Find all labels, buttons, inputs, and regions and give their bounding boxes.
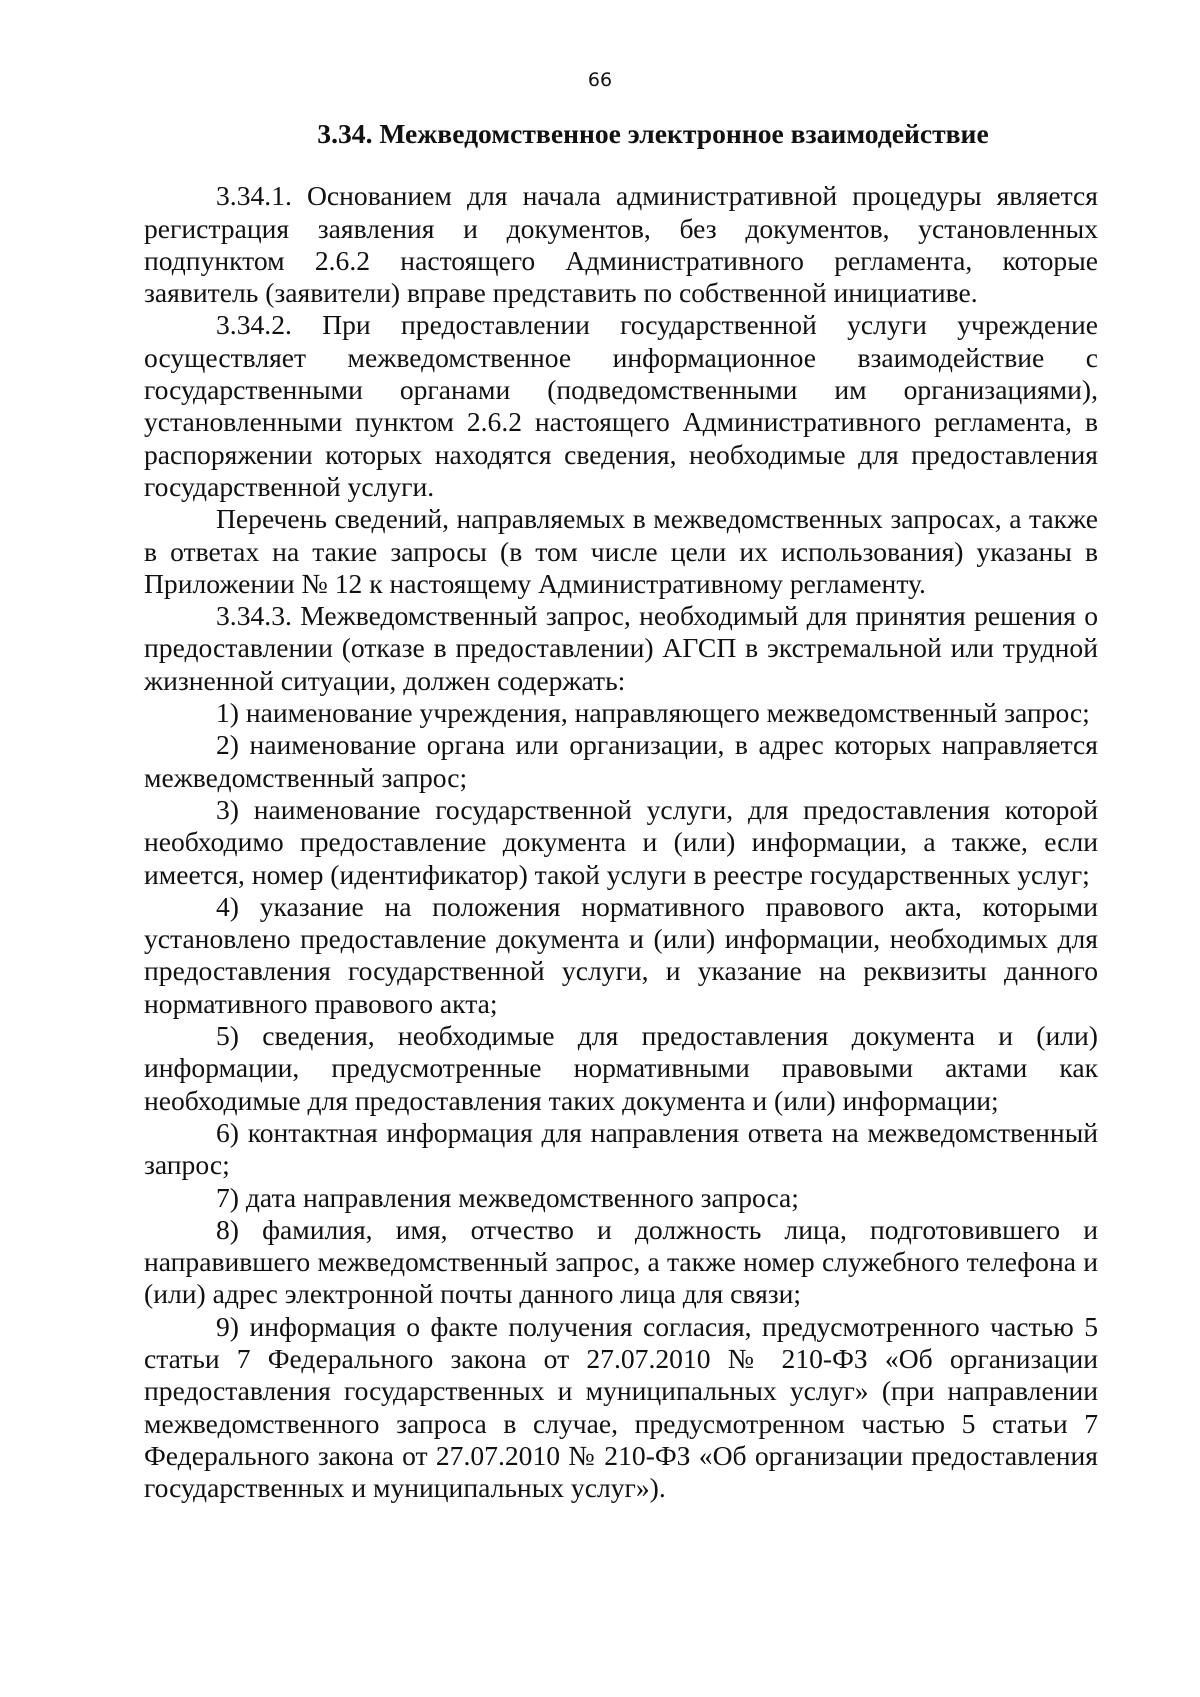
list-item-7: 7) дата направления межведомственного запроса; [216, 1181, 799, 1213]
document-body [144, 118, 1098, 1504]
paragraph-3-34-3: 3.34.3. Межведомственный запрос, необходимый для принятия решения о предоставлении (отказе в предоставлении) АГСП в экстремальной или трудной жизненной ситуации, должен содержать: [144, 600, 1098, 696]
paragraph-3-34-2: 3.34.2. При предоставлении государственной услуги учреждение осуществляет межведомственное информационное взаимодействие с государственными органами (подведомственными им организациями), установленными пунктом 2.6.2 настоящего Административного регламента, в распоряжении которых находятся сведения, необходимые для предоставления государственной услуги. [144, 309, 1098, 502]
list-item-5: 5) сведения, необходимые для предоставления документа и (или) информации, предусмотренные нормативными правовыми актами как необходимые для предоставления таких документа и (или) информации; [144, 1020, 1098, 1116]
list-item-6: 6) контактная информация для направления ответа на межведомственный запрос; [144, 1116, 1098, 1181]
section-title: 3.34. Межведомственное электронное взаимодействие [317, 118, 989, 149]
list-item-1: 1) наименование учреждения, направляющего межведомственный запрос; [216, 697, 1090, 729]
list-item-2: 2) наименование органа или организации, в адрес которых направляется межведомственный запрос; [144, 729, 1098, 793]
list-item-8: 8) фамилия, имя, отчество и должность лица, подготовившего и направившего межведомственный запрос, а также номер служебного телефона и (или) адрес электронной почты данного лица для связи; [144, 1213, 1098, 1310]
list-item-9: 9) информация о факте получения согласия, предусмотренного частью 5 статьи 7 Федерального закона от 27.07.2010 № 210-ФЗ «Об организации предоставления государственных и муниципальных услуг» (при направлении межведомственного запроса в случае, предусмотренном частью 5 статьи 7 Федерального закона от 27.07.2010 № 210-ФЗ «Об организации предоставления государственных и муниципальных услуг»). [144, 1310, 1098, 1504]
list-item-3: 3) наименование государственной услуги, для предоставления которой необходимо предоставление документа и (или) информации, а также, если имеется, номер (идентификатор) такой услуги в реестре государственных услуг; [144, 793, 1098, 890]
list-item-4: 4) указание на положения нормативного правового акта, которыми установлено предоставление документа и (или) информации, необходимых для предоставления государственной услуги, и указание на реквизиты данного нормативного правового акта; [144, 890, 1098, 1019]
paragraph-info-list: Перечень сведений, направляемых в межведомственных запросах, а также в ответах на такие запросы (в том числе цели их использования) указаны в Приложении № 12 к настоящему Административному регламенту. [144, 503, 1098, 599]
paragraph-3-34-1: 3.34.1. Основанием для начала административной процедуры является регистрация заявления и документов, без документов, установленных подпунктом 2.6.2 настоящего Административного регламента, которые заявитель (заявители) вправе представить по собственной инициативе. [144, 180, 1098, 309]
page-number: 66 [587, 69, 613, 91]
